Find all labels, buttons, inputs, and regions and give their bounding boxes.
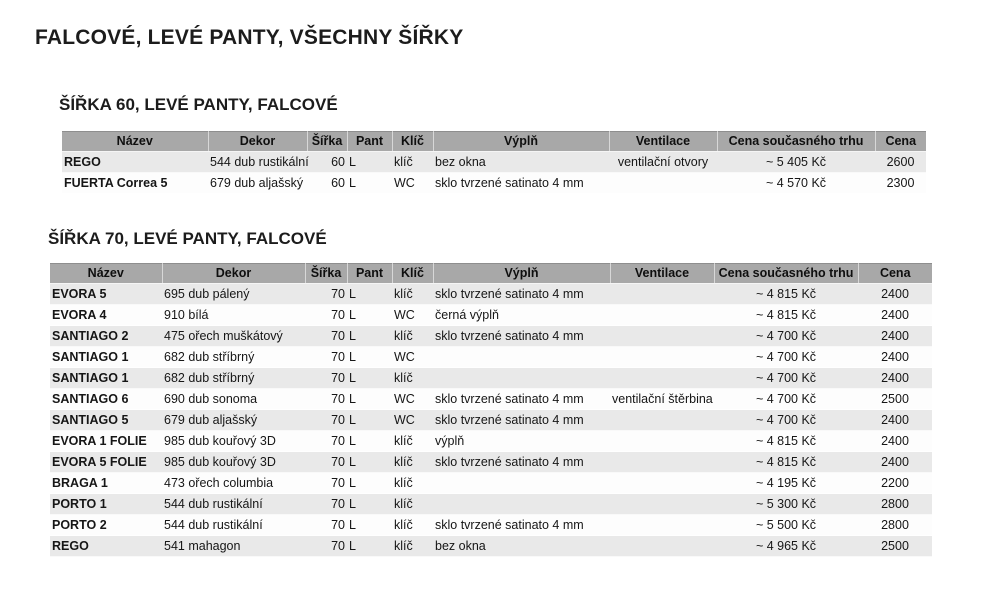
cell-sirka: 70: [305, 368, 347, 389]
cell-cena: 2400: [858, 368, 932, 389]
column-header-ventilace: Ventilace: [609, 132, 717, 152]
cell-dekor: 475 ořech muškátový: [162, 326, 305, 347]
table-row: [62, 173, 926, 194]
cell-sirka: 70: [305, 326, 347, 347]
cell-klic: klíč: [392, 152, 433, 173]
cell-cena: 2400: [858, 410, 932, 431]
cell-vypln: [433, 494, 610, 515]
cell-klic: klíč: [392, 452, 433, 473]
cell-pant: L: [347, 326, 392, 347]
table-row: [50, 326, 932, 347]
cell-ventilace: [610, 284, 714, 305]
cell-dekor: 544 dub rustikální: [162, 494, 305, 515]
cell-ventilace: [610, 494, 714, 515]
cell-cena-trhu: ~ 4 195 Kč: [714, 473, 858, 494]
cell-klic: klíč: [392, 431, 433, 452]
cell-nazev: PORTO 1: [50, 494, 162, 515]
cell-nazev: REGO: [50, 536, 162, 557]
cell-cena: 2800: [858, 494, 932, 515]
cell-vypln: bez okna: [433, 536, 610, 557]
cell-cena-trhu: ~ 4 815 Kč: [714, 431, 858, 452]
cell-ventilace: ventilační otvory: [609, 152, 717, 173]
column-header-cena: Cena: [875, 132, 926, 152]
cell-ventilace: ventilační štěrbina: [610, 389, 714, 410]
cell-pant: L: [347, 410, 392, 431]
cell-vypln: bez okna: [433, 152, 609, 173]
table-row: [50, 305, 932, 326]
cell-vypln: černá výplň: [433, 305, 610, 326]
cell-cena: 2600: [875, 152, 926, 173]
cell-sirka: 70: [305, 347, 347, 368]
cell-nazev: PORTO 2: [50, 515, 162, 536]
cell-vypln: výplň: [433, 431, 610, 452]
cell-ventilace: [610, 536, 714, 557]
cell-pant: L: [347, 173, 392, 194]
table-row: [50, 515, 932, 536]
cell-klic: WC: [392, 173, 433, 194]
cell-ventilace: [610, 431, 714, 452]
cell-dekor: 544 dub rustikální: [162, 515, 305, 536]
cell-pant: L: [347, 494, 392, 515]
table-row: [50, 410, 932, 431]
cell-ventilace: [610, 515, 714, 536]
cell-ventilace: [610, 368, 714, 389]
cell-sirka: 70: [305, 431, 347, 452]
table-row: [50, 284, 932, 305]
cell-nazev: EVORA 5: [50, 284, 162, 305]
cell-cena: 2300: [875, 173, 926, 194]
cell-klic: klíč: [392, 494, 433, 515]
cell-pant: L: [347, 431, 392, 452]
cell-dekor: 690 dub sonoma: [162, 389, 305, 410]
cell-pant: L: [347, 284, 392, 305]
cell-sirka: 70: [305, 515, 347, 536]
cell-pant: L: [347, 347, 392, 368]
cell-ventilace: [609, 173, 717, 194]
cell-cena-trhu: ~ 4 815 Kč: [714, 452, 858, 473]
price-table-width-60: [62, 131, 926, 194]
cell-vypln: sklo tvrzené satinato 4 mm: [433, 284, 610, 305]
cell-klic: WC: [392, 347, 433, 368]
cell-cena: 2500: [858, 389, 932, 410]
table-row: [50, 536, 932, 557]
cell-dekor: 910 bílá: [162, 305, 305, 326]
table-row: [62, 152, 926, 173]
column-header-cena: Cena: [858, 264, 932, 284]
cell-pant: L: [347, 305, 392, 326]
cell-dekor: 985 dub kouřový 3D: [162, 431, 305, 452]
cell-cena-trhu: ~ 4 700 Kč: [714, 326, 858, 347]
cell-cena: 2800: [858, 515, 932, 536]
cell-sirka: 70: [305, 389, 347, 410]
column-header-sirka: Šířka: [307, 132, 347, 152]
cell-cena: 2400: [858, 347, 932, 368]
cell-vypln: sklo tvrzené satinato 4 mm: [433, 173, 609, 194]
column-header-klic: Klíč: [392, 132, 433, 152]
cell-cena: 2400: [858, 452, 932, 473]
cell-ventilace: [610, 305, 714, 326]
cell-dekor: 682 dub stříbrný: [162, 368, 305, 389]
cell-pant: L: [347, 473, 392, 494]
table-row: [50, 347, 932, 368]
cell-cena-trhu: ~ 5 500 Kč: [714, 515, 858, 536]
cell-klic: WC: [392, 305, 433, 326]
table-row: [50, 452, 932, 473]
cell-cena-trhu: ~ 4 700 Kč: [714, 347, 858, 368]
cell-sirka: 70: [305, 284, 347, 305]
price-table-width-70: [50, 263, 932, 557]
column-header-vypln: Výplň: [433, 264, 610, 284]
cell-cena: 2200: [858, 473, 932, 494]
cell-cena-trhu: ~ 5 405 Kč: [717, 152, 875, 173]
column-header-dekor: Dekor: [208, 132, 307, 152]
cell-dekor: 679 dub aljašský: [162, 410, 305, 431]
cell-cena: 2500: [858, 536, 932, 557]
cell-dekor: 679 dub aljašský: [208, 173, 307, 194]
cell-nazev: SANTIAGO 5: [50, 410, 162, 431]
cell-klic: klíč: [392, 473, 433, 494]
page-title: FALCOVÉ, LEVÉ PANTY, VŠECHNY ŠÍŘKY: [35, 26, 464, 49]
cell-cena-trhu: ~ 4 815 Kč: [714, 284, 858, 305]
cell-sirka: 70: [305, 410, 347, 431]
column-header-ventilace: Ventilace: [610, 264, 714, 284]
cell-vypln: [433, 347, 610, 368]
cell-nazev: EVORA 4: [50, 305, 162, 326]
cell-pant: L: [347, 389, 392, 410]
cell-nazev: SANTIAGO 2: [50, 326, 162, 347]
cell-nazev: REGO: [62, 152, 208, 173]
cell-nazev: SANTIAGO 6: [50, 389, 162, 410]
cell-vypln: sklo tvrzené satinato 4 mm: [433, 389, 610, 410]
table-header-row: [50, 264, 932, 284]
cell-dekor: 541 mahagon: [162, 536, 305, 557]
section-title-width-70: ŠÍŘKA 70, LEVÉ PANTY, FALCOVÉ: [48, 229, 327, 248]
table-row: [50, 431, 932, 452]
cell-nazev: EVORA 1 FOLIE: [50, 431, 162, 452]
cell-pant: L: [347, 452, 392, 473]
column-header-vypln: Výplň: [433, 132, 609, 152]
cell-nazev: SANTIAGO 1: [50, 368, 162, 389]
cell-nazev: FUERTA Correa 5: [62, 173, 208, 194]
cell-cena: 2400: [858, 305, 932, 326]
cell-ventilace: [610, 452, 714, 473]
cell-vypln: sklo tvrzené satinato 4 mm: [433, 452, 610, 473]
cell-cena-trhu: ~ 4 815 Kč: [714, 305, 858, 326]
table-row: [50, 494, 932, 515]
cell-ventilace: [610, 473, 714, 494]
cell-sirka: 70: [305, 473, 347, 494]
cell-cena-trhu: ~ 4 570 Kč: [717, 173, 875, 194]
table-row: [50, 389, 932, 410]
cell-nazev: BRAGA 1: [50, 473, 162, 494]
cell-cena: 2400: [858, 431, 932, 452]
cell-cena-trhu: ~ 5 300 Kč: [714, 494, 858, 515]
cell-dekor: 695 dub pálený: [162, 284, 305, 305]
cell-vypln: sklo tvrzené satinato 4 mm: [433, 410, 610, 431]
cell-vypln: [433, 473, 610, 494]
table-header-row: [62, 132, 926, 152]
cell-cena-trhu: ~ 4 700 Kč: [714, 410, 858, 431]
column-header-nazev: Název: [62, 132, 208, 152]
column-header-dekor: Dekor: [162, 264, 305, 284]
cell-sirka: 70: [305, 494, 347, 515]
section-title-width-60: ŠÍŘKA 60, LEVÉ PANTY, FALCOVÉ: [59, 95, 338, 114]
cell-nazev: SANTIAGO 1: [50, 347, 162, 368]
cell-cena-trhu: ~ 4 965 Kč: [714, 536, 858, 557]
cell-dekor: 985 dub kouřový 3D: [162, 452, 305, 473]
cell-pant: L: [347, 368, 392, 389]
cell-sirka: 60: [307, 152, 347, 173]
cell-klic: WC: [392, 389, 433, 410]
cell-klic: klíč: [392, 326, 433, 347]
cell-dekor: 544 dub rustikální: [208, 152, 307, 173]
cell-dekor: 473 ořech columbia: [162, 473, 305, 494]
cell-cena-trhu: ~ 4 700 Kč: [714, 389, 858, 410]
table-row: [50, 368, 932, 389]
cell-klic: klíč: [392, 536, 433, 557]
cell-pant: L: [347, 152, 392, 173]
cell-cena: 2400: [858, 326, 932, 347]
cell-vypln: sklo tvrzené satinato 4 mm: [433, 326, 610, 347]
cell-sirka: 70: [305, 305, 347, 326]
cell-ventilace: [610, 410, 714, 431]
column-header-cena-trhu: Cena současného trhu: [714, 264, 858, 284]
column-header-cena-trhu: Cena současného trhu: [717, 132, 875, 152]
column-header-nazev: Název: [50, 264, 162, 284]
column-header-pant: Pant: [347, 132, 392, 152]
cell-pant: L: [347, 515, 392, 536]
cell-ventilace: [610, 326, 714, 347]
cell-nazev: EVORA 5 FOLIE: [50, 452, 162, 473]
cell-pant: L: [347, 536, 392, 557]
cell-klic: klíč: [392, 515, 433, 536]
column-header-sirka: Šířka: [305, 264, 347, 284]
column-header-pant: Pant: [347, 264, 392, 284]
cell-dekor: 682 dub stříbrný: [162, 347, 305, 368]
cell-ventilace: [610, 347, 714, 368]
cell-vypln: sklo tvrzené satinato 4 mm: [433, 515, 610, 536]
cell-sirka: 70: [305, 452, 347, 473]
cell-klic: klíč: [392, 368, 433, 389]
column-header-klic: Klíč: [392, 264, 433, 284]
cell-sirka: 60: [307, 173, 347, 194]
cell-klic: WC: [392, 410, 433, 431]
cell-cena-trhu: ~ 4 700 Kč: [714, 368, 858, 389]
table-row: [50, 473, 932, 494]
cell-vypln: [433, 368, 610, 389]
cell-cena: 2400: [858, 284, 932, 305]
cell-klic: klíč: [392, 284, 433, 305]
cell-sirka: 70: [305, 536, 347, 557]
